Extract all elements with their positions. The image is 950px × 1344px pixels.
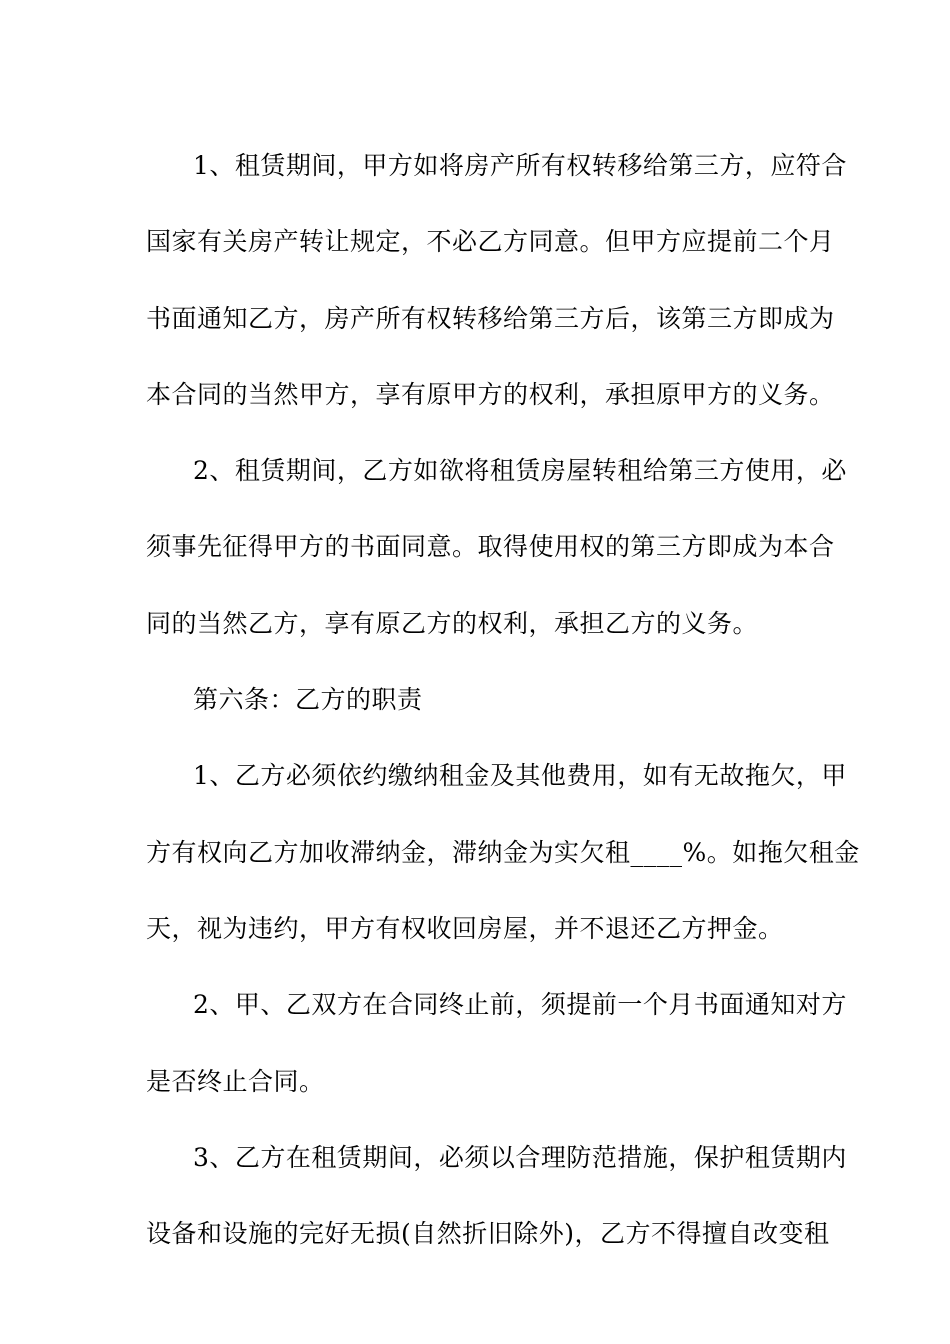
paragraph-line: 国家有关房产转让规定，不必乙方同意。但甲方应提前二个月 bbox=[146, 227, 835, 257]
paragraph-line: 设备和设施的完好无损(自然折旧除外)，乙方不得擅自改变租 bbox=[146, 1219, 830, 1249]
paragraph-line: 2、租赁期间，乙方如欲将租赁房屋转租给第三方使用，必 bbox=[193, 456, 847, 486]
paragraph-line: 1、租赁期间，甲方如将房产所有权转移给第三方，应符合 bbox=[193, 151, 847, 180]
paragraph-line: 天，视为违约，甲方有权收回房屋，并不退还乙方押金。 bbox=[146, 913, 784, 943]
paragraph-line: 3、乙方在租赁期间，必须以合理防范措施，保护租赁期内 bbox=[193, 1142, 847, 1172]
section-heading: 第六条：乙方的职责 bbox=[193, 685, 423, 715]
paragraph-line: 方有权向乙方加收滞纳金，滞纳金为实欠租____%。如拖欠租金 bbox=[146, 837, 860, 867]
paragraph-line: 同的当然乙方，享有原乙方的权利，承担乙方的义务。 bbox=[146, 608, 759, 638]
paragraph-line: 本合同的当然甲方，享有原甲方的权利，承担原甲方的义务。 bbox=[146, 379, 835, 409]
paragraph-line: 1、乙方必须依约缴纳租金及其他费用，如有无故拖欠，甲 bbox=[193, 761, 847, 791]
paragraph-line: 2、甲、乙双方在合同终止前，须提前一个月书面通知对方 bbox=[193, 990, 847, 1020]
paragraph-line: 书面通知乙方，房产所有权转移给第三方后，该第三方即成为 bbox=[146, 303, 835, 333]
paragraph-line: 须事先征得甲方的书面同意。取得使用权的第三方即成为本合 bbox=[146, 532, 835, 562]
document-body bbox=[146, 128, 860, 1272]
paragraph-line: 是否终止合同。 bbox=[146, 1066, 325, 1096]
